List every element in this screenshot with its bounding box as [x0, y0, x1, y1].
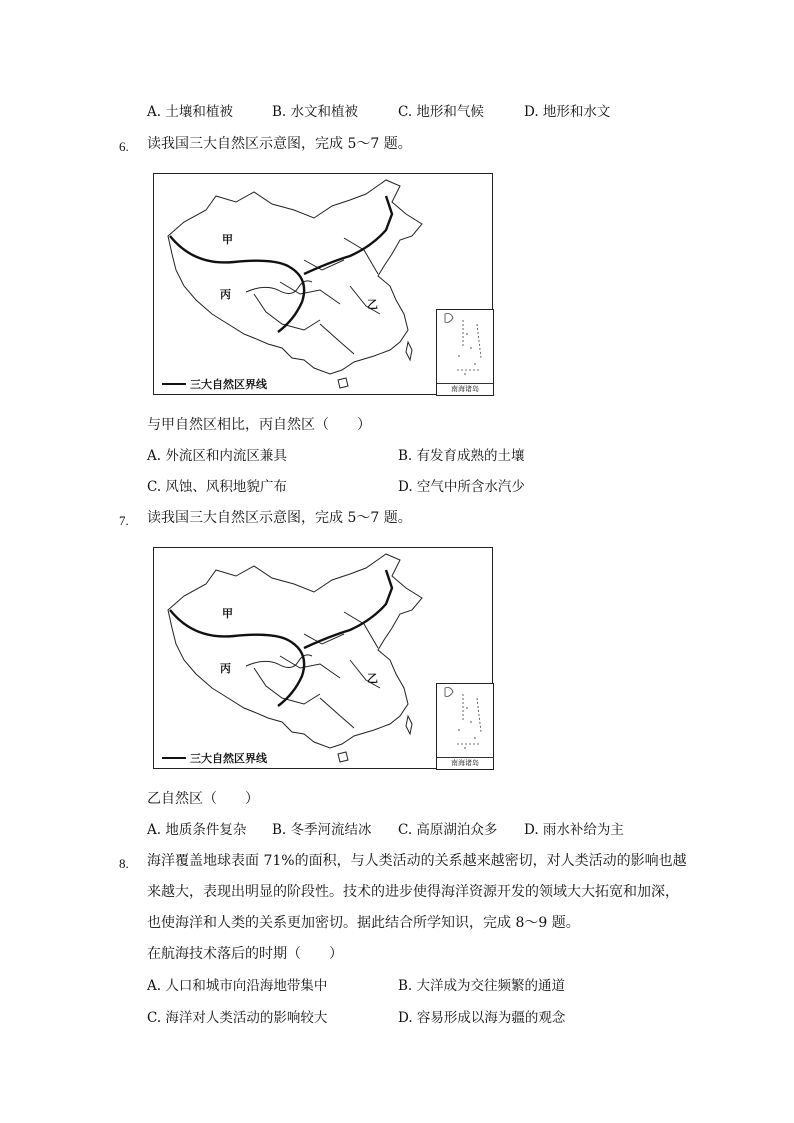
q5-option-c: C. 地形和气候 — [398, 104, 484, 120]
q7-stem: 读我国三大自然区示意图，完成 5～7 题。 — [147, 510, 412, 526]
q8-stem-line2: 来越大，表现出明显的阶段性。技术的进步使得海洋资源开发的领域大大拓宽和加深， — [147, 884, 679, 900]
q5-option-d: D. 地形和水文 — [524, 104, 611, 120]
q6-map — [153, 173, 493, 395]
q6-inset-label: 南海诸岛 — [437, 383, 493, 395]
q8-stem-line3: 也使海洋和人类的关系更加密切。据此结合所学知识，完成 8～9 题。 — [147, 915, 580, 931]
q7-option-b: B. 冬季河流结冰 — [272, 822, 372, 838]
q6-map-label-bing: 丙 — [220, 288, 231, 301]
q5-option-b: B. 水文和植被 — [272, 104, 359, 120]
q7-inset-label: 南海诸岛 — [437, 757, 493, 769]
q6-stem: 读我国三大自然区示意图，完成 5～7 题。 — [147, 136, 412, 152]
q6-option-b: B. 有发育成熟的土壤 — [398, 448, 525, 464]
q5-option-a: A. 土壤和植被 — [147, 104, 233, 120]
q7-map-legend: 三大自然区界线 — [162, 750, 267, 766]
q7-question: 乙自然区（ ） — [147, 791, 259, 807]
legend-line-icon — [162, 383, 186, 385]
q7-option-d: D. 雨水补给为主 — [524, 822, 624, 838]
q6-number: 6. — [119, 139, 129, 154]
q8-question: 在航海技术落后的时期（ ） — [147, 946, 343, 962]
q8-stem-line1: 海洋覆盖地球表面 71%的面积，与人类活动的关系越来越密切，对人类活动的影响也越 — [147, 853, 687, 869]
q6-option-a: A. 外流区和内流区兼具 — [147, 448, 287, 464]
q7-option-c: C. 高原湖泊众多 — [398, 822, 498, 838]
q8-option-b: B. 大洋成为交往频繁的通道 — [398, 978, 566, 994]
q8-option-d: D. 容易形成以海为疆的观念 — [398, 1010, 566, 1026]
q7-number: 7. — [119, 513, 129, 528]
q7-map-label-jia: 甲 — [222, 607, 233, 620]
q7-map-label-yi: 乙 — [367, 672, 378, 685]
q6-question: 与甲自然区相比，丙自然区（ ） — [147, 417, 371, 433]
q6-map-legend: 三大自然区界线 — [162, 376, 267, 392]
q8-number: 8. — [119, 856, 129, 871]
q6-option-c: C. 风蚀、风积地貌广布 — [147, 479, 287, 495]
q7-map-inset — [436, 683, 494, 770]
legend-line-icon — [162, 757, 186, 759]
q6-map-label-yi: 乙 — [367, 298, 378, 311]
q8-option-a: A. 人口和城市向沿海地带集中 — [147, 978, 328, 994]
q6-map-label-jia: 甲 — [222, 233, 233, 246]
q7-option-a: A. 地质条件复杂 — [147, 822, 247, 838]
q6-map-inset — [436, 309, 494, 396]
q7-map-label-bing: 丙 — [220, 662, 231, 675]
q6-option-d: D. 空气中所含水汽少 — [398, 479, 525, 495]
q8-option-c: C. 海洋对人类活动的影响较大 — [147, 1010, 328, 1026]
q7-map — [153, 547, 493, 769]
